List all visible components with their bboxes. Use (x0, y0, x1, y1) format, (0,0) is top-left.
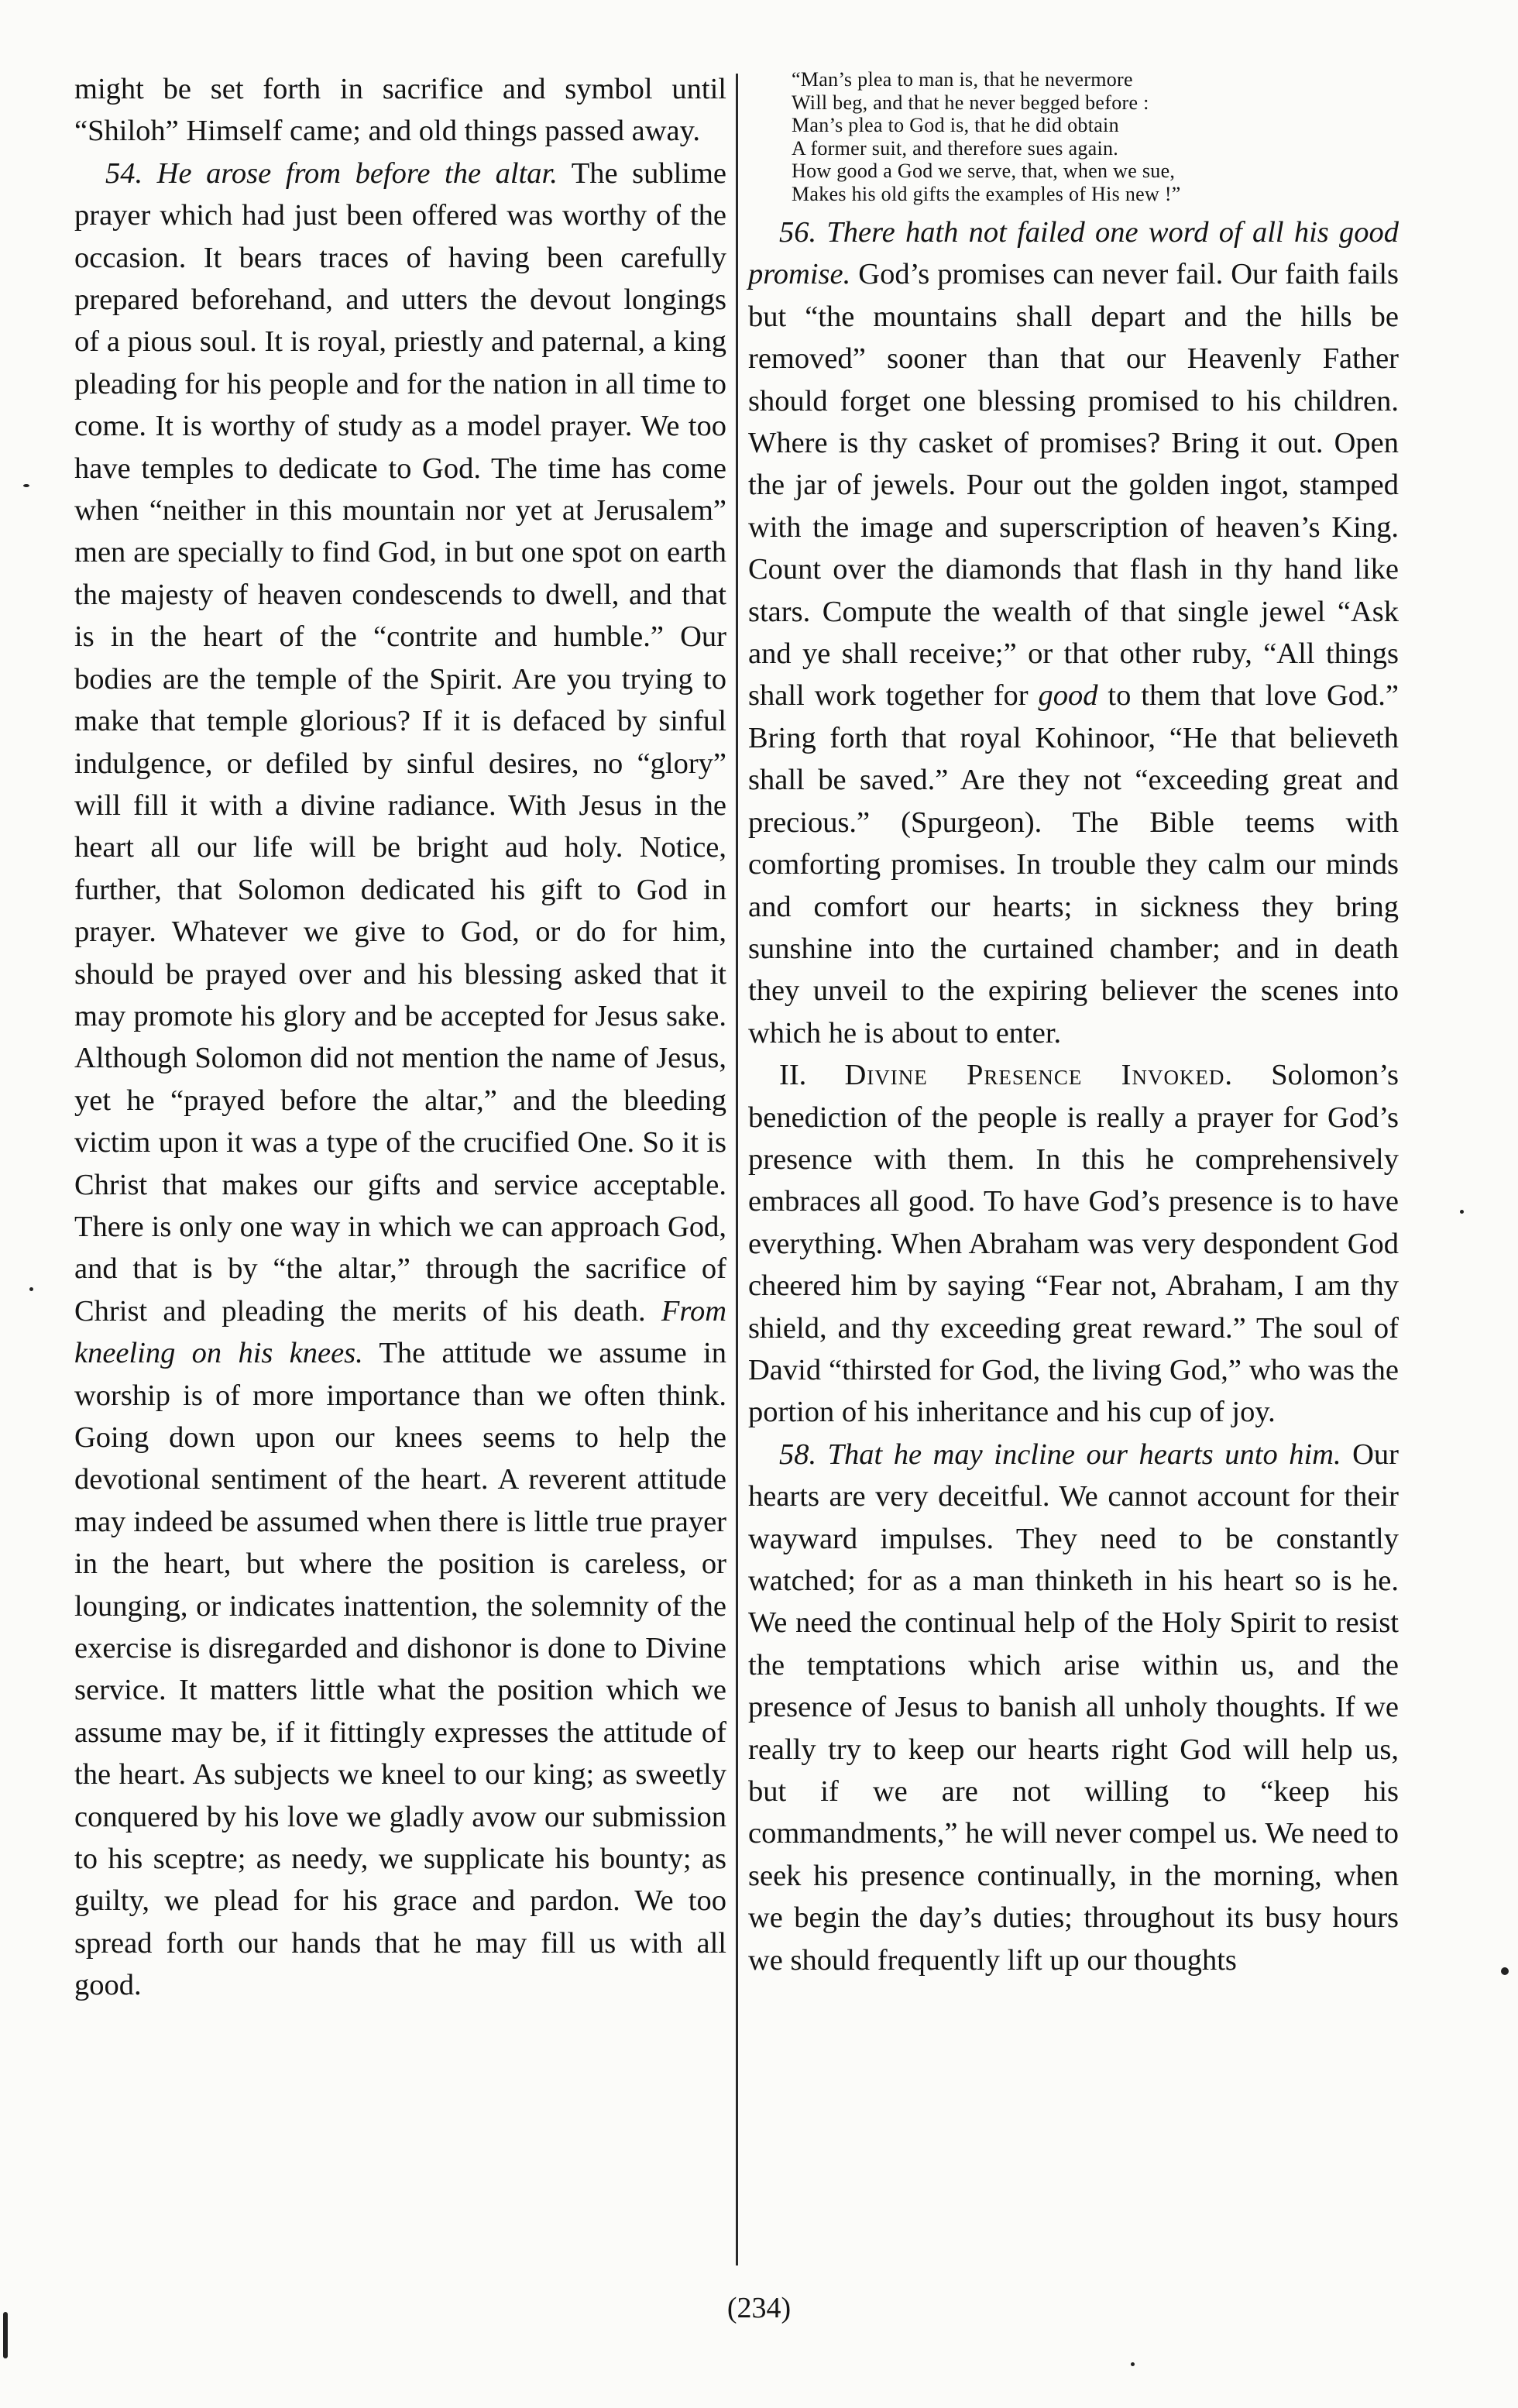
ink-speck (1460, 1210, 1464, 1214)
page-number: (234) (726, 2292, 792, 2324)
verse-number: 58. (779, 1438, 817, 1471)
paragraph-56 (748, 211, 1399, 1054)
verse-number: 54. (105, 156, 143, 190)
poem-line: A former suit, and therefore sues again. (792, 136, 1119, 160)
verse-lead: He arose from before the altar. (156, 156, 558, 190)
verse-number: 56. (779, 216, 817, 249)
verse-lead-2: From kneeling on his knees. (74, 1294, 726, 1370)
paragraph-text: Our hearts are very deceitful. We cannot account for their wayward impulses. They need to be constantly watched; for as a man thinketh in his heart so is he. We need the continual help of the Holy Spirit to resist the temptations which arise within us, and the presence of Jesus to banish all unholy thoughts. If we really try to keep our hearts right God will help us, but if we are not willing to “keep his commandments,” he will never compel us. We need to seek his presence continually, in the morning, when we begin the day’s duties; throughout its busy hours we should frequently lift up our thoughts (748, 1438, 1400, 1977)
poem-line: “Man’s plea to man is, that he nevermore (792, 68, 1133, 91)
poem-line: Makes his old gifts the examples of His new !” (792, 182, 1181, 205)
section-text: Solomon’s benediction of the people is really a prayer for God’s presence with them. In this he comprehensively embraces all good. To have God’s presence is to have everything. When Abraham was very despondent God cheered him by saying “Fear not, Abraham, I am thy shield, and thy exceeding great reward.” The soul of David “thirsted for God, the living God,” who was the portion of his inheritance and his cup of joy. (748, 1059, 1400, 1429)
italic-word: good (1038, 679, 1098, 713)
ink-speck (23, 484, 29, 487)
paragraph-58 (748, 1434, 1399, 1981)
paragraph-continuation: might be set forth in sacrifice and symbol until “Shiloh” Himself came; and old things passed away. (74, 73, 726, 148)
verse-lead: That he may incline our hearts unto him. (827, 1438, 1341, 1471)
ink-speck (1131, 2362, 1135, 2366)
ink-speck (29, 1287, 33, 1291)
paragraph-text: God’s promises can never fail. Our faith fails but “the mountains shall depart and the hills be removed” sooner than that our Heavenly Father should forget one blessing promised to his children. Where is thy casket of promises? Bring it out. Open the jar of jewels. Pour out the golden ingot, stamped with the image and superscription of heaven’s King. Count over the diamonds that flash in thy hand like stars. Compute the wealth of that single jewel “Ask and ye shall receive;” or that other ruby, “All things shall work together for (748, 258, 1399, 713)
section-number: II. (779, 1059, 807, 1092)
poem-quote (748, 68, 1399, 205)
poem-line: Man’s plea to God is, that he did obtain (792, 114, 1119, 136)
right-column (748, 68, 1399, 1981)
edge-mark (3, 2312, 8, 2358)
paragraph-text-2: to them that love God.” Bring forth that royal Kohinoor, “He that believeth shall be saved.” Are they not “exceeding great and precious.” (Spurgeon). The Bible teems with comforting promises. In trouble they calm our minds and comfort our hearts; in sickness they bring sunshine into the curtained chamber; and in death they unveil to the expiring believer the scenes into which he is about to enter. (748, 679, 1399, 1049)
left-column (74, 68, 726, 2007)
section-divine-presence (748, 1054, 1399, 1434)
paragraph-text: The sublime prayer which had just been offered was worthy of the occasion. It bears traces of having been carefully prepared beforehand, and utters the devout longings of a pious soul. It is royal, priestly and paternal, a king pleading for his people and for the nation in all time to come. It is worthy of study as a model prayer. We too have temples to dedicate to God. The time has come when “neither in this mountain nor yet at Jerusalem” men are specially to find God, in but one spot on earth the majesty of heaven condescends to dwell, and that is in the heart of the “contrite and humble.” Our bodies are the temple of the Spirit. Are you trying to make that temple glorious? If it is defaced by sinful indulgence, or defiled by sinful desires, no “glory” will fill it with a divine radiance. With Jesus in the heart all our life will be bright aud holy. Notice, further, that Solomon dedicated his gift to God in prayer. Whatever we give to God, or do for him, should be prayed over and his blessing asked that it may promote his glory and be accepted for Jesus sake. Although Solomon did not mention the name of Jesus, yet he “prayed before the altar,” and the bleeding victim upon it was a type of the crucified One. So it is Christ that makes our gifts and service acceptable. There is only one way in which we can approach God, and that is by “the altar,” through the sacrifice of Christ and pleading the merits of his death. (74, 156, 727, 1328)
section-heading: Divine Presence Invoked. (844, 1059, 1234, 1092)
poem-line: Will beg, and that he never begged before : (792, 91, 1149, 114)
poem-line: How good a God we serve, that, when we sue, (792, 160, 1176, 182)
verse-lead: There hath not failed one word of all his good promise. (748, 216, 1399, 291)
paragraph-54 (74, 153, 726, 2007)
ink-speck (1501, 1967, 1509, 1975)
column-divider (736, 74, 738, 2265)
paragraph-text-2: The attitude we assume in worship is of more importance than we often think. Going down upon our knees seems to help the devotional sentiment of the heart. A reverent attitude may indeed be assumed when there is little true prayer in the heart, but where the position is careless, or lounging, or indicates inattention, the solemnity of the exercise is disregarded and dishonor is done to Divine service. It matters little what the position which we assume may be, if it fittingly expresses the attitude of the heart. As subjects we kneel to our king; as sweetly conquered by his love we gladly avow our submission to his sceptre; as needy, we supplicate his bounty; as guilty, we plead for his grace and pardon. We too spread forth our hands that he may fill us with all good. (74, 1337, 726, 2002)
